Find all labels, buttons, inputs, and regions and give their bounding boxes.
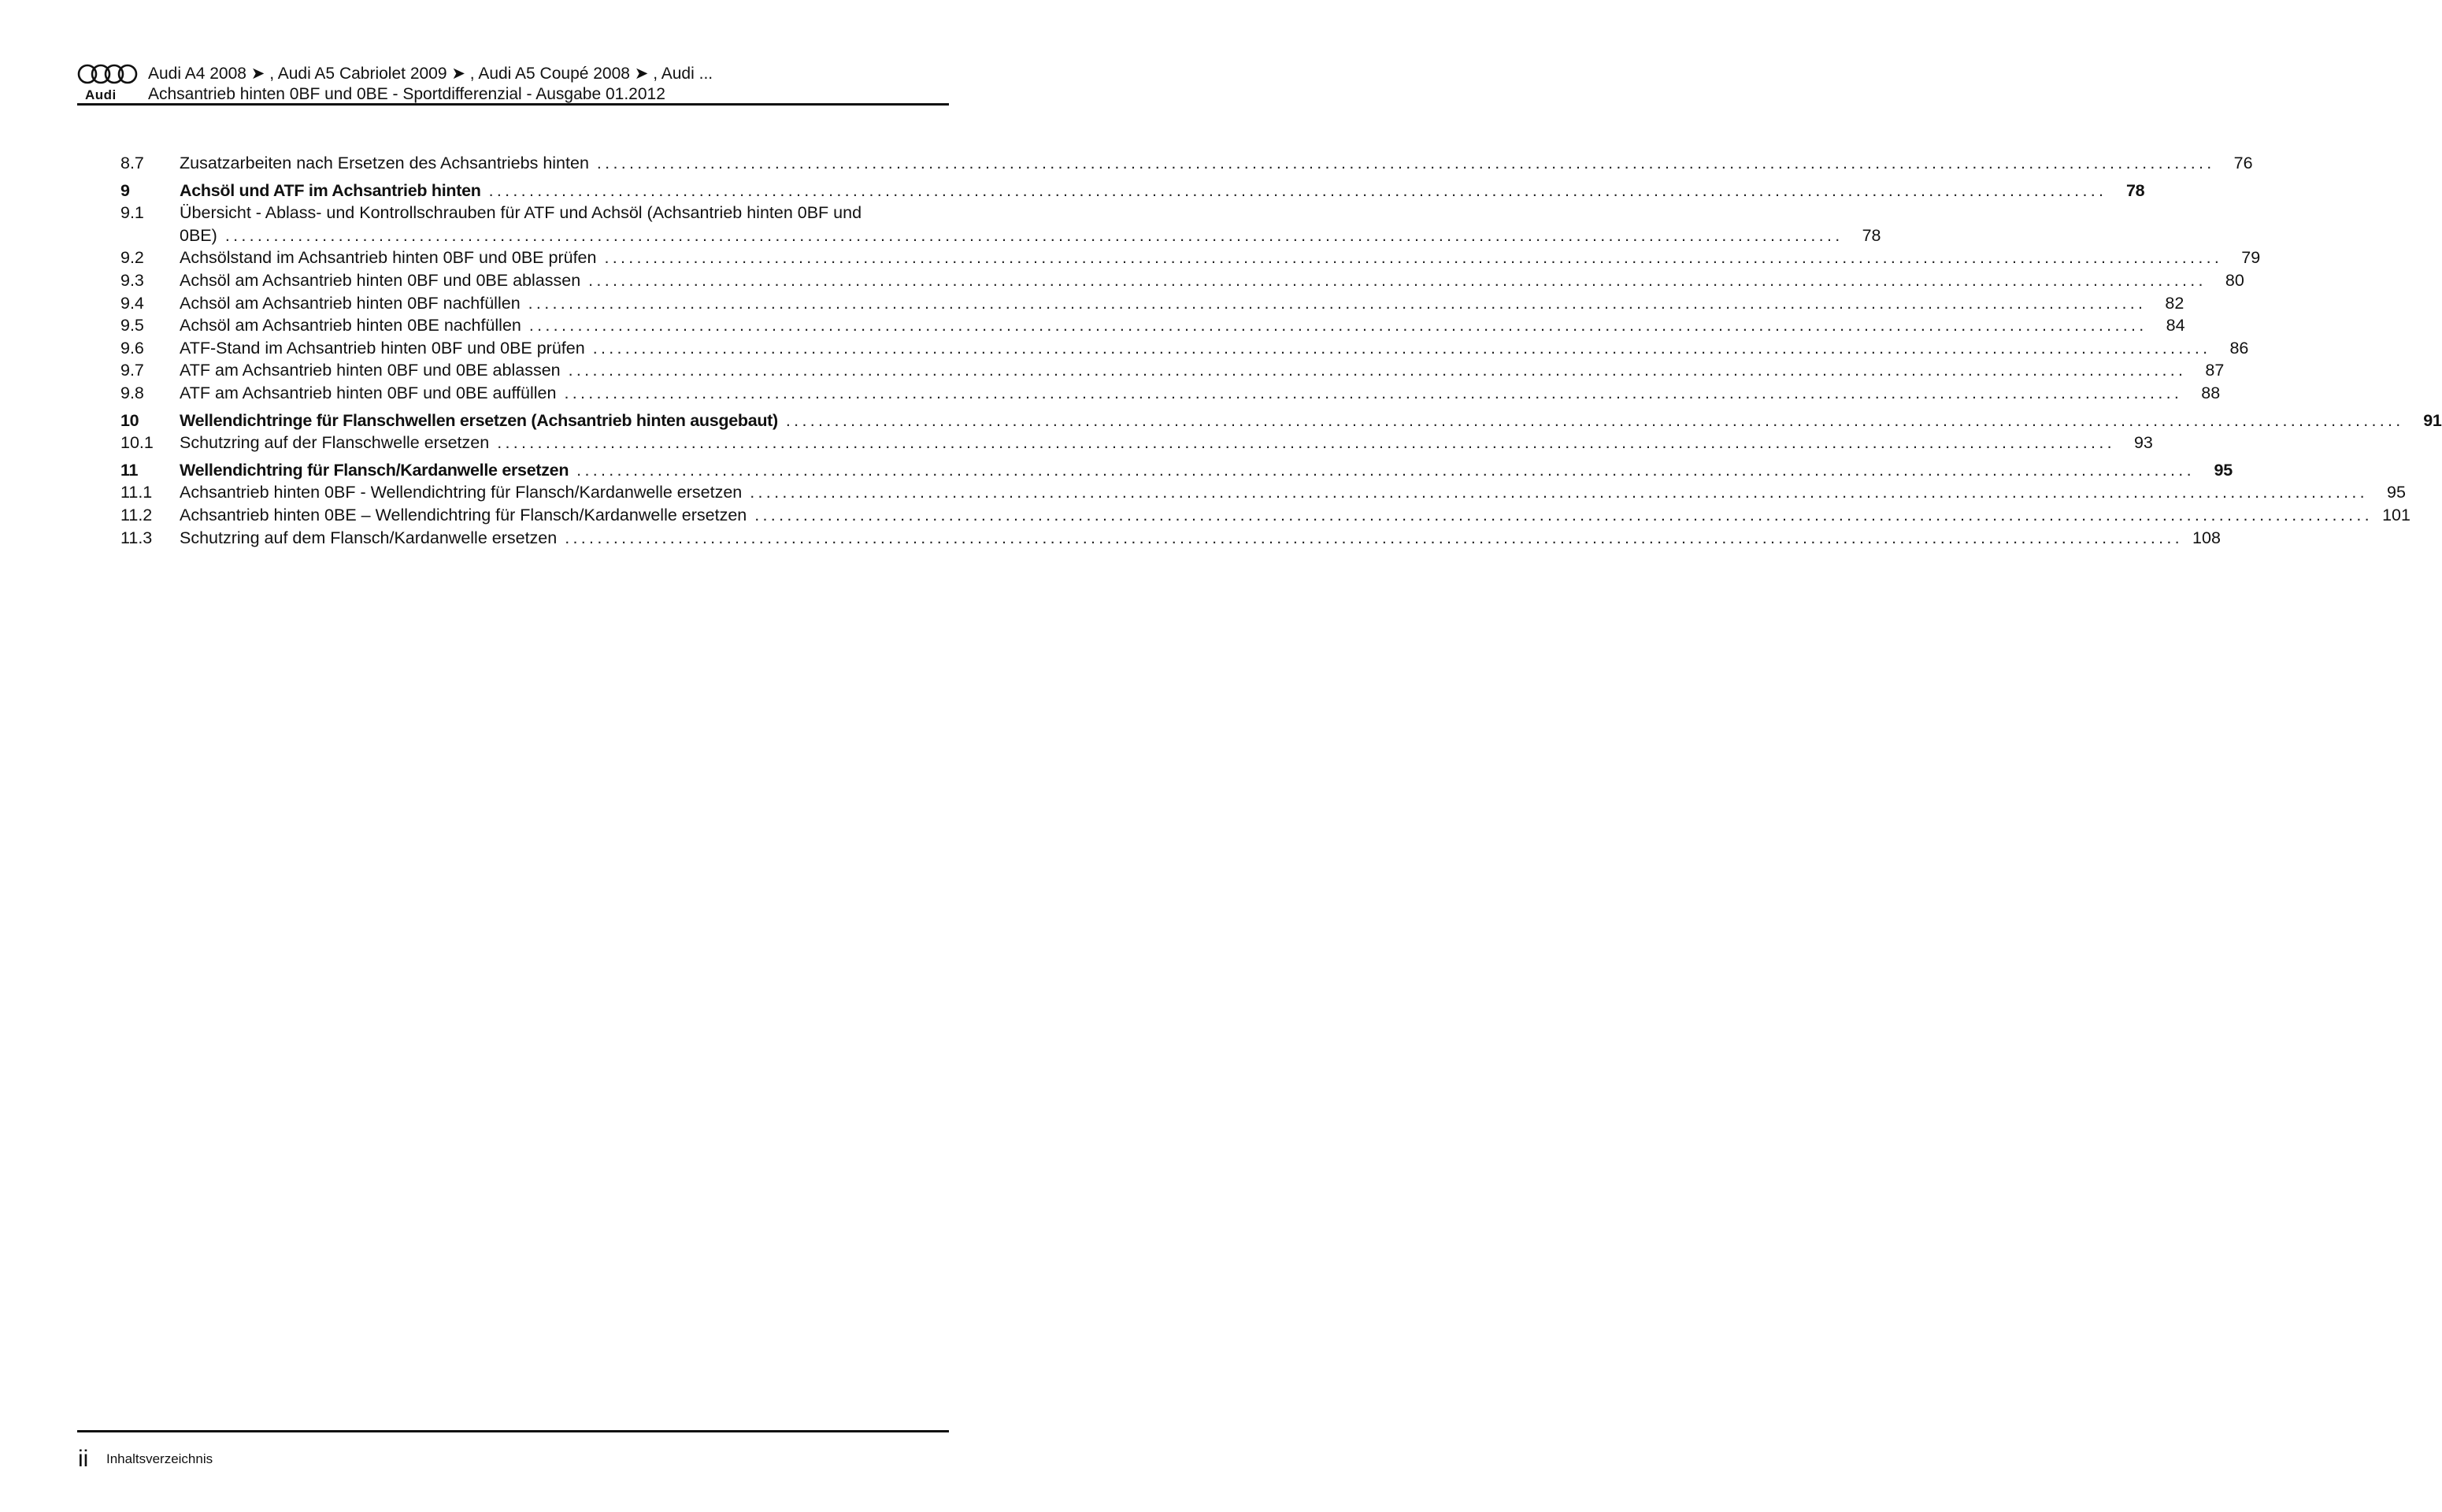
toc-entry-title: Wellendichtring für Flansch/Kardanwelle ersetzen xyxy=(180,460,569,480)
toc-entry-page: 101 xyxy=(2382,505,2411,524)
toc-entry-number: 9.2 xyxy=(120,248,144,268)
dot-leader: ........................................................................................................................................................................................................ xyxy=(528,293,2147,313)
toc-entry-title: Schutzring auf dem Flansch/Kardanwelle ersetzen xyxy=(180,528,558,547)
toc-entry-number: 11.2 xyxy=(120,505,153,524)
toc-entry[interactable] xyxy=(120,337,2249,360)
toc-entry-page: 79 xyxy=(2241,248,2261,268)
toc-entry-number: 9.5 xyxy=(120,316,144,335)
toc-entry-title: Achsöl und ATF im Achsantrieb hinten xyxy=(180,180,481,200)
toc-entry-number: 9.7 xyxy=(120,361,144,380)
dot-leader: ........................................................................................................................................................................................................ xyxy=(568,361,2187,380)
toc-entry-number: 11.3 xyxy=(120,528,153,547)
toc-entry[interactable] xyxy=(120,359,2225,382)
toc-entry[interactable] xyxy=(120,314,2185,337)
toc-entry-number: 9.1 xyxy=(120,203,144,223)
toc-entry-number: 9.6 xyxy=(120,338,144,358)
toc-entry[interactable] xyxy=(120,410,2442,432)
dot-leader: ........................................................................................................................................................................................................ xyxy=(754,505,2373,524)
dot-leader: ........................................................................................................................................................................................................ xyxy=(488,180,2107,200)
toc-entry-title: Zusatzarbeiten nach Ersetzen des Achsantriebs hinten xyxy=(180,154,589,172)
dot-leader: ........................................................................................................................................................................................................ xyxy=(588,270,2207,290)
audi-wordmark: Audi xyxy=(85,87,117,102)
toc-entry-number: 9.4 xyxy=(120,293,144,313)
toc-entry-title: Achsantrieb hinten 0BE – Wellendichtring für Flansch/Kardanwelle ersetzen xyxy=(180,505,747,524)
toc-entry-number: 9 xyxy=(120,180,130,200)
toc-entry-title: Achsantrieb hinten 0BF - Wellendichtring für Flansch/Kardanwelle ersetzen xyxy=(180,483,743,502)
toc-entry-page: 95 xyxy=(2214,460,2233,480)
dot-leader: ........................................................................................................................................................................................................ xyxy=(564,383,2183,402)
dot-leader: ........................................................................................................................................................................................................ xyxy=(596,154,2215,172)
toc-entry-page: 93 xyxy=(2133,433,2153,453)
toc-entry-page: 78 xyxy=(1862,225,1881,245)
toc-entry-page: 108 xyxy=(2192,528,2221,547)
toc-entry-number: 8.7 xyxy=(120,154,144,172)
toc-entry[interactable] xyxy=(120,269,2244,292)
dot-leader: ........................................................................................................................................................................................................ xyxy=(604,248,2223,268)
toc-entry-number: 9.8 xyxy=(120,383,144,402)
toc-entry-page: 84 xyxy=(2166,316,2185,335)
footer-section: Inhaltsverzeichnis xyxy=(106,1451,213,1466)
dot-leader: ........................................................................................................................................................................................................ xyxy=(750,483,2368,502)
dot-leader: ........................................................................................................................................................................................................ xyxy=(528,316,2147,335)
toc-entry-title: Übersicht - Ablass- und Kontrollschrauben für ATF und Achsöl (Achsantrieb hinten 0BF und xyxy=(180,203,862,223)
toc-entry-title: Wellendichtringe für Flanschwellen ersetzen (Achsantrieb hinten ausgebaut) xyxy=(180,410,778,430)
toc-entry-page: 80 xyxy=(2225,270,2244,290)
toc-entry-page: 87 xyxy=(2205,361,2225,380)
header-divider xyxy=(77,103,949,106)
dot-leader: ........................................................................................................................................................................................................ xyxy=(565,528,2183,547)
toc-entry-page: 91 xyxy=(2423,410,2442,430)
toc-entry-title: Schutzring auf der Flanschwelle ersetzen xyxy=(180,433,490,453)
header-title: Achsantrieb hinten 0BF und 0BE - Sportdifferenzial - Ausgabe 01.2012 xyxy=(148,85,665,103)
toc-entry-page: 95 xyxy=(2387,483,2406,502)
toc-entry[interactable] xyxy=(120,202,1881,246)
toc-entry-title: Achsölstand im Achsantrieb hinten 0BF und 0BE prüfen xyxy=(180,248,597,268)
dot-leader: ........................................................................................................................................................................................................ xyxy=(497,433,2115,453)
toc-entry-title: Achsöl am Achsantrieb hinten 0BF nachfüllen xyxy=(180,293,521,313)
dot-leader: ........................................................................................................................................................................................................ xyxy=(224,225,1844,245)
toc-entry-title: Achsöl am Achsantrieb hinten 0BF und 0BE ablassen xyxy=(180,270,581,290)
toc-entry[interactable] xyxy=(120,246,2261,269)
toc-entry[interactable] xyxy=(120,481,2406,504)
toc-entry-title: ATF-Stand im Achsantrieb hinten 0BF und 0BE prüfen xyxy=(180,338,585,358)
toc-entry-number: 11 xyxy=(120,460,139,480)
toc-entry[interactable] xyxy=(120,527,2221,550)
toc-entry-page: 78 xyxy=(2125,180,2145,200)
toc-entry-page: 82 xyxy=(2165,293,2184,313)
page-number: ii xyxy=(78,1446,89,1472)
toc-entry-title: 0BE) xyxy=(180,225,217,245)
dot-leader: ........................................................................................................................................................................................................ xyxy=(576,460,2195,480)
toc-entry-page: 86 xyxy=(2229,338,2249,358)
toc-entry-page: 76 xyxy=(2233,154,2253,172)
header-models: Audi A4 2008 ➤ , Audi A5 Cabriolet 2009 ➤ , Audi A5 Coupé 2008 ➤ , Audi ... xyxy=(148,65,713,83)
audi-logo xyxy=(77,63,139,85)
toc-entry-title: ATF am Achsantrieb hinten 0BF und 0BE auffüllen xyxy=(180,383,557,402)
toc-entry-number: 10.1 xyxy=(120,433,154,453)
footer-divider xyxy=(77,1430,949,1432)
toc-entry-title: ATF am Achsantrieb hinten 0BF und 0BE ablassen xyxy=(180,361,561,380)
toc-entry-page: 88 xyxy=(2201,383,2221,402)
toc-entry[interactable] xyxy=(120,180,2145,202)
toc-entry[interactable] xyxy=(120,152,2253,175)
dot-leader: ........................................................................................................................................................................................................ xyxy=(592,338,2211,358)
toc-entry-number: 10 xyxy=(120,410,139,430)
toc-entry[interactable] xyxy=(120,432,2153,454)
table-of-contents xyxy=(120,152,2442,549)
toc-entry-number: 11.1 xyxy=(120,483,153,502)
toc-entry[interactable] xyxy=(120,504,2411,527)
dot-leader: ........................................................................................................................................................................................................ xyxy=(785,410,2404,430)
toc-entry-title: Achsöl am Achsantrieb hinten 0BE nachfüllen xyxy=(180,316,521,335)
toc-entry[interactable] xyxy=(120,382,2221,405)
toc-entry-number: 9.3 xyxy=(120,270,144,290)
toc-entry[interactable] xyxy=(120,292,2184,315)
toc-entry[interactable] xyxy=(120,459,2233,482)
audi-rings-icon xyxy=(77,63,139,85)
